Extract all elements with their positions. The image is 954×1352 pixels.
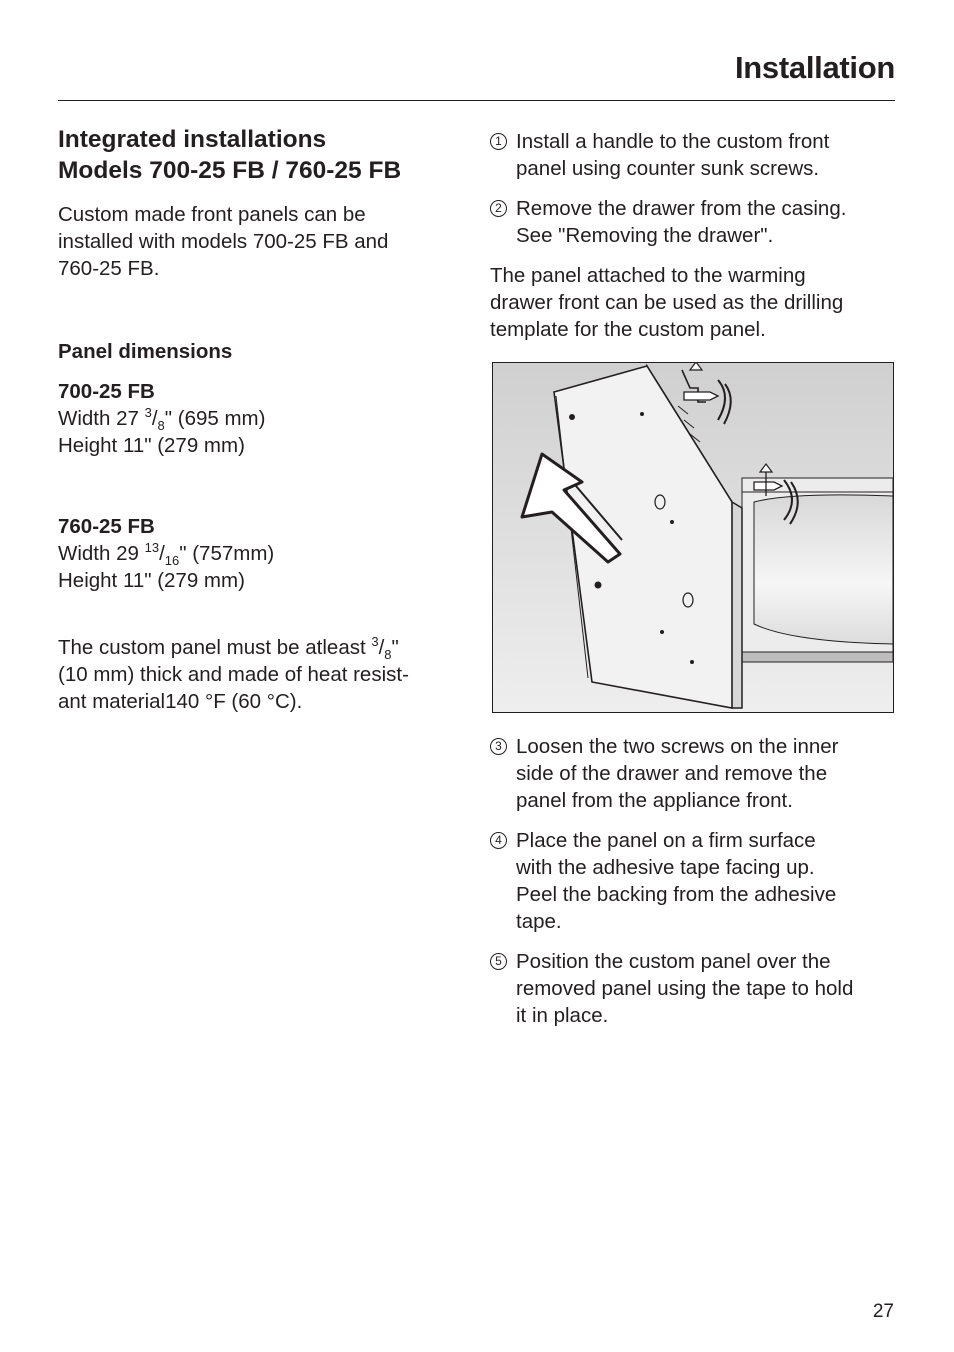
step-text: removed panel using the tape to hold	[516, 977, 854, 1000]
step-text: Loosen the two screws on the inner	[516, 735, 839, 758]
fraction-numerator: 3	[371, 634, 379, 650]
width-label: Width 29	[58, 542, 145, 565]
step-text: Position the custom panel over the	[516, 950, 831, 973]
fraction-denominator: 8	[384, 647, 392, 663]
left-column	[58, 124, 458, 715]
step-text: it in place.	[516, 1004, 609, 1027]
intro-line: 760-25 FB.	[58, 257, 160, 280]
fraction-denominator: 8	[157, 418, 165, 434]
fraction-numerator: 3	[144, 405, 152, 421]
page-header-title: Installation	[734, 50, 895, 85]
fraction-numerator: 13	[144, 540, 160, 556]
intro-line: installed with models 700-25 FB and	[58, 230, 389, 253]
step-text: panel from the appliance front.	[516, 789, 793, 812]
step-text: See "Removing the drawer".	[516, 224, 774, 247]
heading-line-2: Models 700-25 FB / 760-25 FB	[58, 157, 402, 184]
right-column-bottom	[490, 733, 900, 1029]
step-2	[490, 195, 900, 249]
header-rule	[58, 100, 895, 101]
step-text: with the adhesive tape facing up.	[516, 856, 815, 879]
note-line: The panel attached to the warming	[490, 264, 806, 287]
step-number-badge: 4	[490, 832, 507, 849]
model-700-dimensions: 700-25 FB Width 27 $^3/_8$" (695 mm) Height 11" (279 mm)	[58, 380, 266, 457]
step-3	[490, 733, 900, 814]
step-number-badge: 1	[490, 133, 507, 150]
template-note	[490, 262, 900, 343]
step-text: Install a handle to the custom front	[516, 130, 830, 153]
step-text: side of the drawer and remove the	[516, 762, 828, 785]
thickness-paragraph: The custom panel must be atleast $^3/_8$" (10 mm) thick and made of heat resist- ant material140 °F (60 °C).	[58, 634, 409, 713]
step-1	[490, 128, 900, 182]
height-value: Height 11" (279 mm)	[58, 569, 245, 592]
step-text: Remove the drawer from the casing.	[516, 197, 847, 220]
width-label: Width 27	[58, 407, 145, 430]
step-text: panel using counter sunk screws.	[516, 157, 820, 180]
width-value: " (695 mm)	[164, 407, 266, 430]
panel-dimensions-heading: Panel dimensions	[58, 340, 233, 363]
thickness-text: (10 mm) thick and made of heat resist-	[58, 663, 409, 686]
width-value: " (757mm)	[179, 542, 275, 565]
step-number-badge: 3	[490, 738, 507, 755]
model-760-name: 760-25 FB	[58, 515, 155, 538]
step-4	[490, 827, 900, 935]
right-column-top	[490, 128, 900, 343]
step-text: Peel the backing from the adhesive	[516, 883, 837, 906]
page-number: 27	[872, 1301, 894, 1322]
panel-removal-illustration-icon	[492, 362, 894, 713]
heading-line-1: Integrated installations	[58, 126, 327, 153]
model-760-dimensions: 760-25 FB Width 29 $^{13}/_{16}$" (757mm) Height 11" (279 mm)	[58, 515, 275, 592]
model-700-name: 700-25 FB	[58, 380, 155, 403]
section-heading	[58, 124, 458, 186]
thickness-text: ant material140 °F (60 °C).	[58, 690, 303, 713]
step-text: Place the panel on a firm surface	[516, 829, 816, 852]
step-5	[490, 948, 900, 1029]
intro-paragraph	[58, 201, 458, 282]
inch-mark: "	[391, 636, 399, 659]
step-text: tape.	[516, 910, 562, 933]
step-number-badge: 5	[490, 953, 507, 970]
height-value: Height 11" (279 mm)	[58, 434, 245, 457]
fraction-denominator: 16	[164, 553, 180, 569]
thickness-text: The custom panel must be atleast	[58, 636, 372, 659]
intro-line: Custom made front panels can be	[58, 203, 366, 226]
note-line: template for the custom panel.	[490, 318, 766, 341]
step-number-badge: 2	[490, 200, 507, 217]
note-line: drawer front can be used as the drilling	[490, 291, 844, 314]
